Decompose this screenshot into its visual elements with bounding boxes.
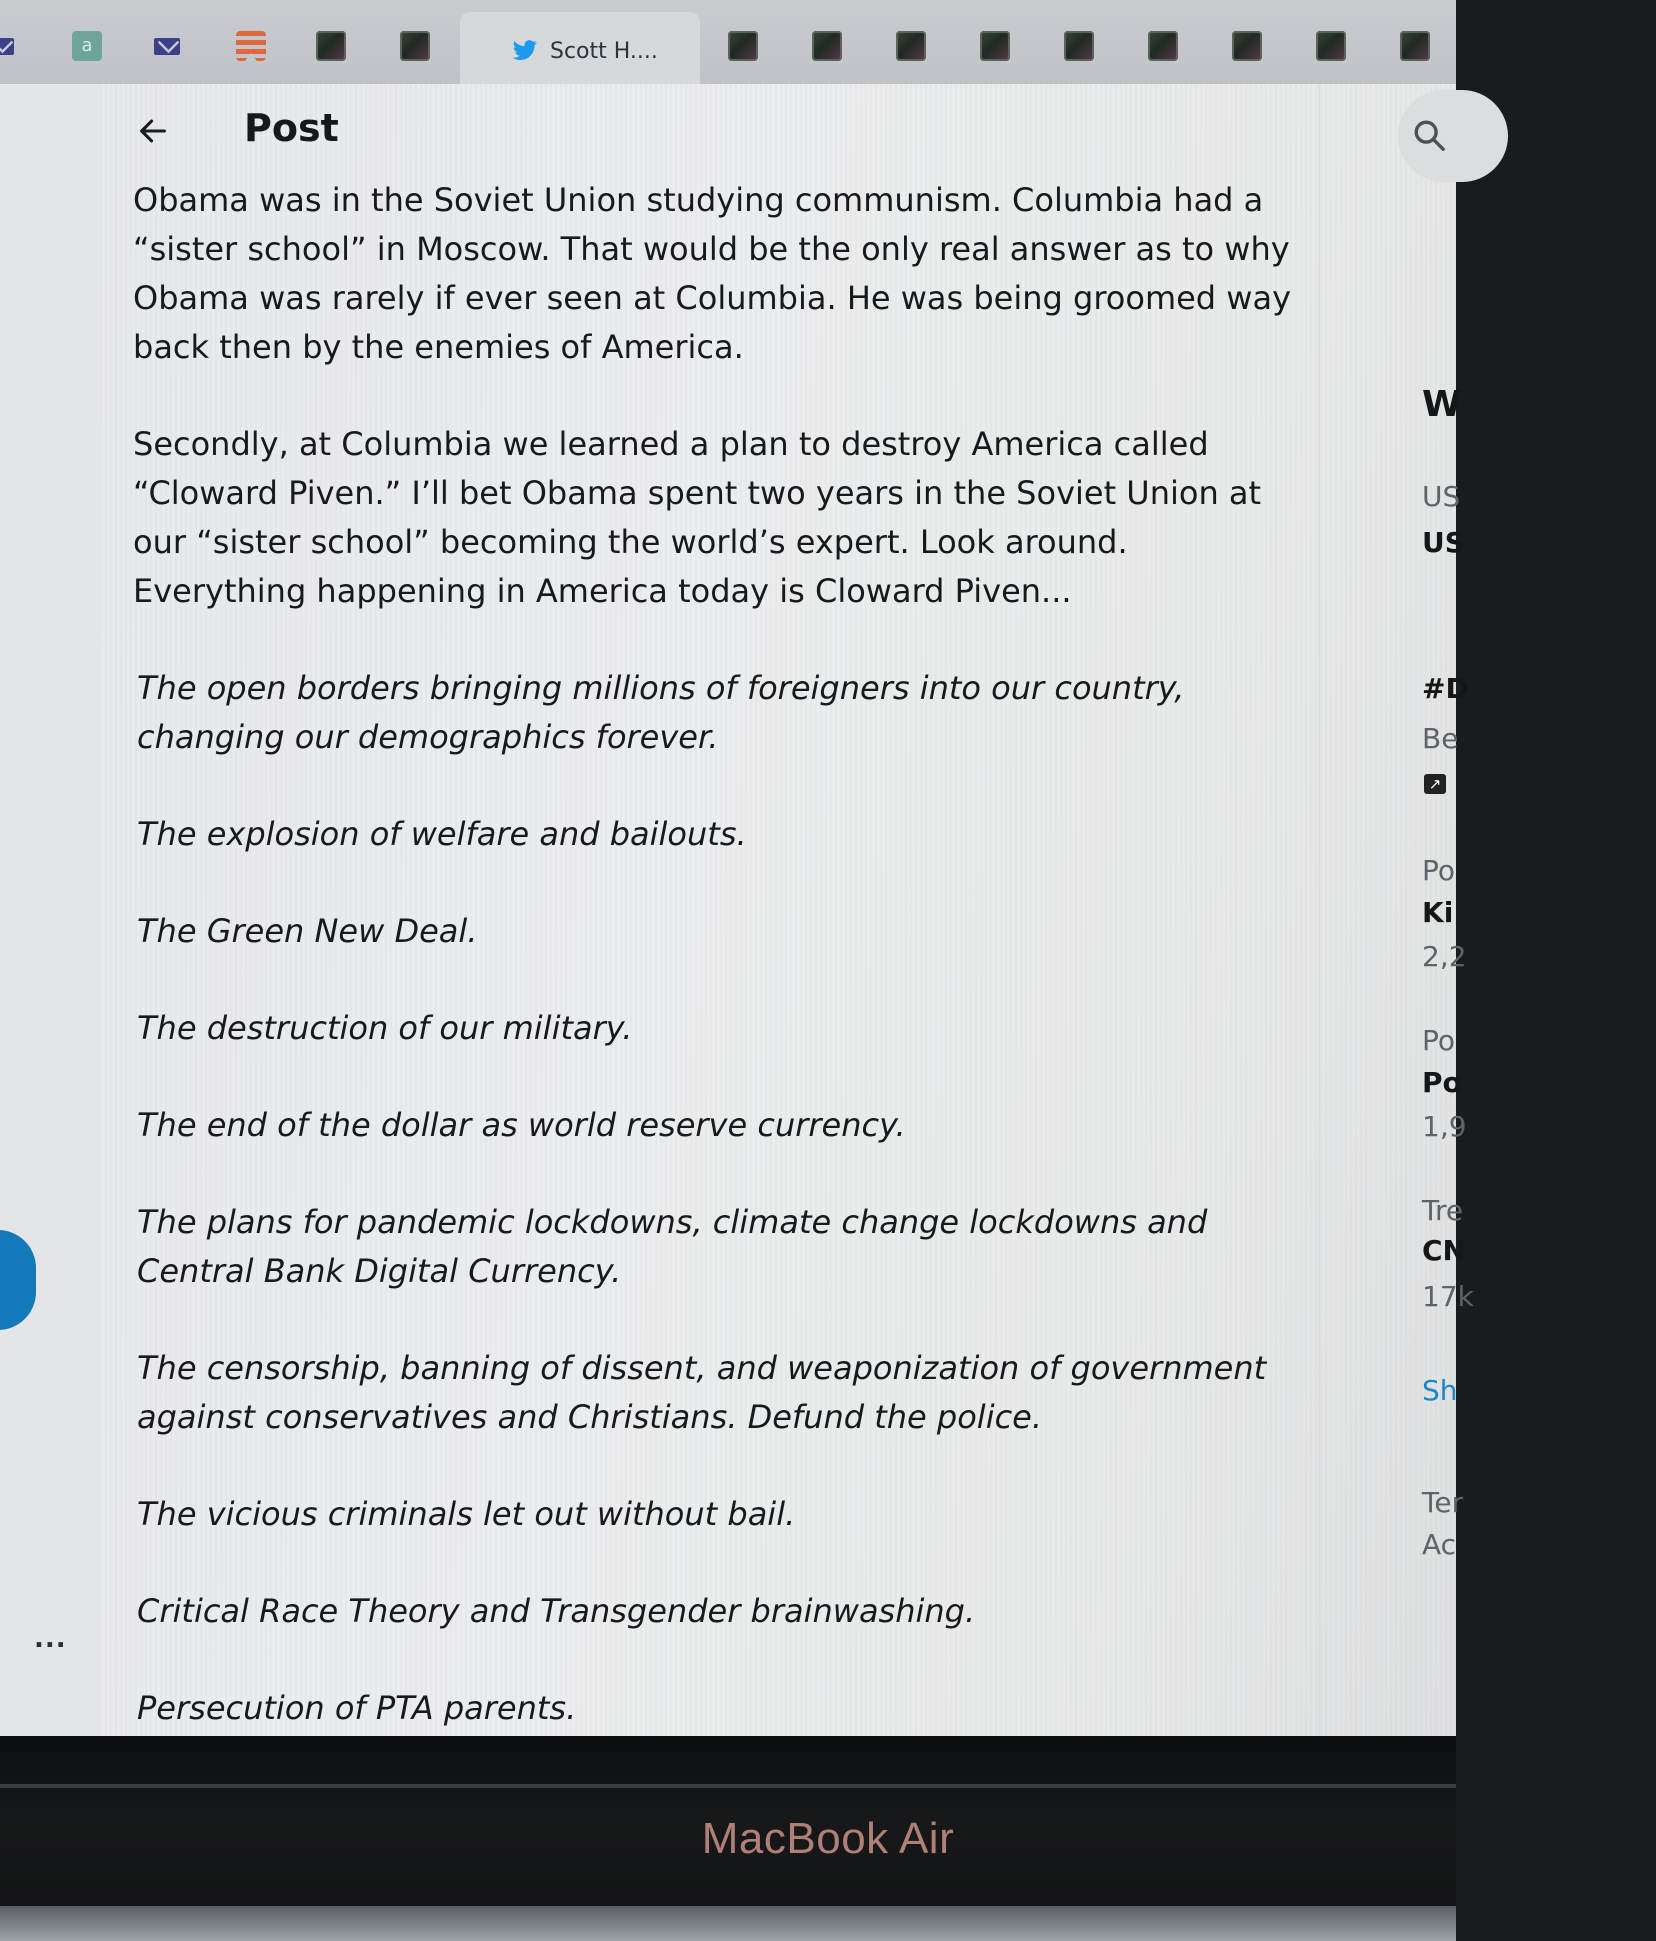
post-list-item: The explosion of welfare and bailouts.: [137, 815, 747, 853]
thumbnail-icon[interactable]: [1232, 31, 1262, 61]
green-app-icon[interactable]: [72, 31, 102, 61]
bookmark-icon[interactable]: [236, 31, 266, 61]
laptop-bezel: [0, 1736, 1456, 1941]
trend-title[interactable]: US: [1422, 526, 1465, 559]
post-list-item: Persecution of PTA parents.: [137, 1689, 577, 1727]
trend-subtitle: Be: [1422, 722, 1459, 755]
page-title: Post: [244, 106, 339, 150]
bezel-edge: [0, 1784, 1456, 1788]
page-content: [0, 84, 1474, 1736]
thumbnail-icon[interactable]: [728, 31, 758, 61]
thumbnail-icon[interactable]: [1148, 31, 1178, 61]
twitter-bird-icon: [512, 40, 538, 62]
footer-link[interactable]: Ac: [1422, 1528, 1457, 1561]
mail-icon[interactable]: [0, 31, 16, 61]
trend-count: 17k: [1422, 1280, 1474, 1313]
trend-count: 2,2: [1422, 940, 1467, 973]
browser-tab-active[interactable]: [460, 12, 700, 84]
post-list-item: The end of the dollar as world reserve currency.: [137, 1106, 906, 1144]
post-paragraph: Obama was in the Soviet Union studying communism. Columbia had a “sister school” in Moscow. That would be the only real answer as to why Obama was rarely if ever seen at Columbia. He was being groomed way back then by the enemies of America.: [133, 181, 1291, 366]
trend-title[interactable]: Po: [1422, 1066, 1462, 1099]
trend-category[interactable]: Po: [1422, 854, 1456, 887]
search-icon: [1412, 118, 1446, 152]
trend-category[interactable]: US: [1422, 480, 1461, 513]
thumbnail-icon[interactable]: [1400, 31, 1430, 61]
post-list-item: The plans for pandemic lockdowns, climate change lockdowns and Central Bank Digital Currency.: [137, 1203, 1208, 1290]
mail-icon[interactable]: [152, 31, 182, 61]
back-arrow-icon[interactable]: [136, 114, 170, 148]
left-nav-rail: [0, 84, 100, 1736]
thumbnail-icon[interactable]: [812, 31, 842, 61]
thumbnail-icon[interactable]: [896, 31, 926, 61]
more-options-icon[interactable]: ...: [34, 1624, 67, 1654]
thumbnail-icon[interactable]: [980, 31, 1010, 61]
tab-title: Scott H....: [550, 39, 658, 64]
sidebar-heading: W: [1422, 384, 1462, 425]
post-list-item: The destruction of our military.: [137, 1009, 633, 1047]
post-text: [133, 176, 1303, 1733]
green-app-glyph: a: [81, 35, 93, 56]
browser-tab-strip: [0, 0, 1456, 85]
trend-title[interactable]: Ki: [1422, 896, 1454, 929]
search-box[interactable]: [1398, 90, 1508, 182]
column-divider: [1318, 84, 1320, 1736]
external-link-icon[interactable]: ↗: [1424, 774, 1446, 794]
post-list-item: The Green New Deal.: [137, 912, 478, 950]
show-more-link[interactable]: Sh: [1422, 1374, 1458, 1407]
trend-category[interactable]: Po: [1422, 1024, 1456, 1057]
device-label: MacBook Air: [701, 1814, 955, 1863]
thumbnail-icon[interactable]: [316, 31, 346, 61]
post-list-item: Critical Race Theory and Transgender brainwashing.: [137, 1592, 976, 1630]
post-list-item: The vicious criminals let out without bail.: [137, 1495, 796, 1533]
footer-link[interactable]: Ter: [1422, 1486, 1464, 1519]
trend-title[interactable]: #D: [1422, 672, 1469, 705]
trend-title[interactable]: CN: [1422, 1234, 1466, 1267]
post-paragraph: Secondly, at Columbia we learned a plan to destroy America called “Cloward Piven.” I’ll bet Obama spent two years in the Soviet Union at our “sister school” becoming the world’s expert. Look around. Everything happening in America today is Cloward Piven...: [133, 425, 1262, 610]
laptop-hinge: [0, 1906, 1456, 1941]
thumbnail-icon[interactable]: [1064, 31, 1094, 61]
post-list-item: The censorship, banning of dissent, and weaponization of government against conservatives and Christians. Defund the police.: [137, 1349, 1267, 1436]
thumbnail-icon[interactable]: [1316, 31, 1346, 61]
trend-count: 1,9: [1422, 1110, 1467, 1143]
post-list-item: The open borders bringing millions of foreigners into our country, changing our demographics forever.: [137, 669, 1185, 756]
trend-category[interactable]: Tre: [1422, 1194, 1464, 1227]
thumbnail-icon[interactable]: [400, 31, 430, 61]
